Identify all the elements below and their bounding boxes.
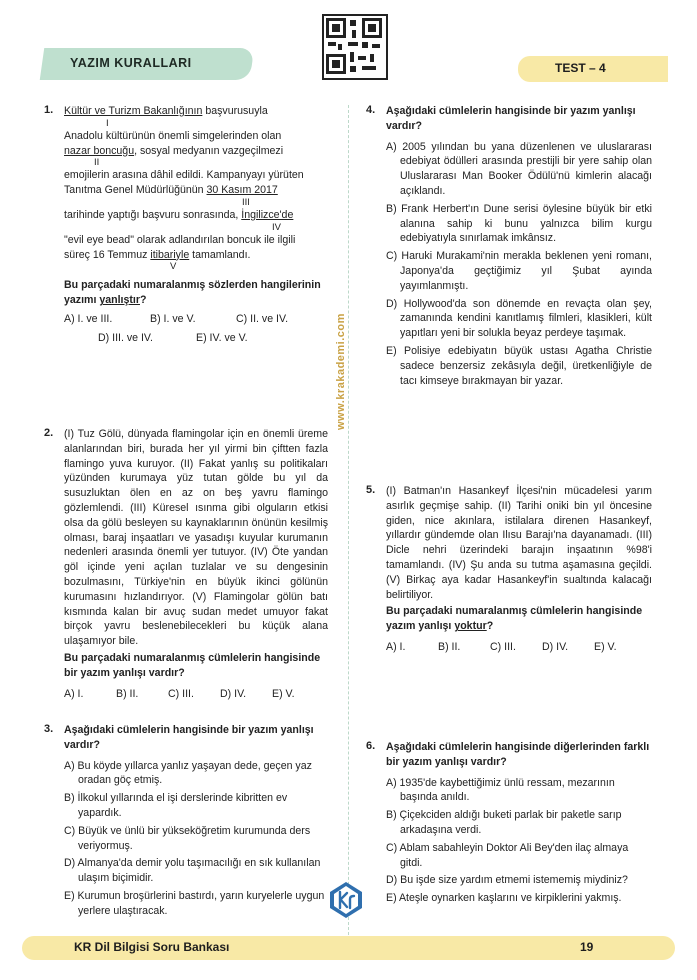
option-d[interactable]: D) III. ve IV. bbox=[98, 331, 153, 344]
option-c[interactable]: C) III. bbox=[168, 687, 194, 700]
option-c[interactable]: C) Büyük ve ünlü bir yükseköğretim kurumunda ders veriyormuş. bbox=[64, 824, 311, 852]
question-6 bbox=[386, 740, 652, 906]
question-number: 2. bbox=[44, 427, 54, 439]
underlined-phrase: Kültür ve Turizm Bakanlığının bbox=[64, 105, 203, 117]
option-d[interactable]: D) IV. bbox=[220, 687, 247, 700]
section-title: YAZIM KURALLARI bbox=[70, 56, 192, 70]
text-line: Anadolu kültürünün önemli simgelerinden olan bbox=[64, 129, 282, 142]
option-c[interactable]: C) II. ve IV. bbox=[236, 312, 289, 325]
roman-marker: II bbox=[94, 157, 100, 169]
roman-marker: III bbox=[242, 196, 250, 208]
passage-text: (I) Batman'ın Hasankeyf İlçesi'nin mücadelesi yarım asırlık geçmişe sahip. (II) Tarihi oniki bin yıl öncesine giden, nice akınlara, istilalara direnen Hasankeyf, yıllardır gündemde olan Ilısu Barajı'na dayanamadı. (III) Dicle nehri üzerindeki barajın inşaatının %98'i tamamlandı. (IV) Şu anda su tutma aşamasına geçildi. (V) Birkaç aya kadar Hasankeyf'in sualtında kalacağı belirtiliyor. bbox=[386, 485, 652, 601]
option-e[interactable]: E) Polisiye edebiyatın büyük ustası Agatha Christie sadece benzersiz zekâsıyla değil, üretkenliğiyle de tacı kimseye bırakmayan bir yazar. bbox=[386, 344, 652, 387]
underlined-phrase: 30 Kasım 2017 bbox=[206, 184, 278, 197]
option-b[interactable]: B) I. ve V. bbox=[150, 312, 196, 325]
question-2 bbox=[64, 427, 328, 701]
option-b[interactable]: B) İlkokul yıllarında el işi derslerinde kibritten ev yapardık. bbox=[64, 792, 288, 819]
option-d[interactable]: D) Almanya'da demir yolu taşımacılığı en sık kullanılan ulaşım biçimidir. bbox=[64, 857, 321, 885]
roman-marker: IV bbox=[272, 221, 281, 233]
option-d[interactable]: D) Hollywood'da son dönemde en revaçta olan şey, zamanında kendini kanıtlamış filmleri, klasikleri, kült yapıtları yeni bir solukla beyaz perdeye taşımak. bbox=[386, 297, 652, 340]
underlined-phrase: itibariyle bbox=[150, 248, 190, 261]
book-title: KR Dil Bilgisi Soru Bankası bbox=[74, 940, 230, 954]
option-b[interactable]: B) II. bbox=[116, 687, 139, 700]
option-b[interactable]: B) Çiçekciden aldığı buketi parlak bir paketle sarıp arkadaşına verdi. bbox=[386, 809, 622, 836]
qr-finder bbox=[362, 18, 382, 38]
option-a[interactable]: A) 1935'de kaybettiğimiz ünlü ressam, mezarının başında anıldı. bbox=[386, 776, 615, 804]
underlined-phrase: nazar boncuğu bbox=[64, 144, 135, 157]
option-c[interactable]: C) Haruki Murakami'nin merakla beklenen yeni romanı, Japonya'da geçtiğimiz yıl Şubat ayında yayımlanmıştı. bbox=[386, 250, 652, 292]
roman-marker: I bbox=[106, 117, 109, 129]
option-d[interactable]: D) IV. bbox=[542, 640, 569, 653]
question-number: 4. bbox=[366, 104, 376, 116]
question-number: 1. bbox=[44, 104, 54, 116]
option-e[interactable]: E) V. bbox=[594, 640, 617, 653]
roman-marker: V bbox=[170, 261, 177, 273]
qr-finder bbox=[326, 18, 346, 38]
question-stem: Bu parçadaki numaralanmış cümlelerin hangisinde bir yazım yanlışı vardır? bbox=[64, 651, 321, 679]
option-e[interactable]: E) Kurumun broşürlerini bastırdı, yarın kuryelerle uygun yerlere ulaştıracak. bbox=[64, 889, 325, 917]
option-a[interactable]: A) I. ve III. bbox=[64, 312, 113, 325]
option-a[interactable]: A) I. bbox=[64, 687, 84, 700]
text-line: emojilerin arasına dâhil edildi. Kampanyayı yürüten bbox=[64, 169, 304, 182]
page-number: 19 bbox=[580, 940, 594, 954]
option-e[interactable]: E) Ateşle oynarken kaşlarını ve kirpiklerini yakmış. bbox=[386, 892, 622, 905]
option-c[interactable]: C) III. bbox=[490, 640, 516, 653]
watermark: www.krakademi.com bbox=[335, 313, 347, 430]
text-line: "evil eye bead" olarak adlandırılan boncuk ile ilgili bbox=[64, 233, 296, 246]
question-stem: Bu parçadaki numaralanmış cümlelerin hangisinde yazım yanlışı yoktur? bbox=[386, 605, 643, 633]
question-number: 3. bbox=[44, 723, 54, 735]
option-d[interactable]: D) Bu işde size yardım etmemi istememiş miydiniz? bbox=[386, 874, 628, 887]
question-4 bbox=[386, 104, 652, 388]
column-divider bbox=[348, 105, 349, 940]
question-stem: Bu parçadaki numaralanmış sözlerden hangilerinin bbox=[64, 279, 321, 292]
underlined-phrase: İngilizce'de bbox=[241, 208, 294, 221]
option-c[interactable]: C) Ablam sabahleyin Doktor Ali Bey'den ilaç almaya gitdi. bbox=[386, 841, 629, 869]
option-b[interactable]: B) Frank Herbert'ın Dune serisi öylesine büyük bir etki alanına sahip ki bunu yalnızca bilim kurgu edebiyatıyla sınırlamak imkânsız. bbox=[386, 202, 652, 245]
qr-finder bbox=[326, 54, 346, 74]
option-e[interactable]: E) V. bbox=[272, 687, 295, 700]
kr-logo-icon bbox=[328, 880, 364, 920]
question-3 bbox=[64, 723, 328, 919]
test-label: TEST – 4 bbox=[555, 61, 606, 75]
passage-text: (I) Tuz Gölü, dünyada flamingolar için en önemli üreme alanlarından biri, burada her yıl yirmi bin çiftten fazla flamingo yuva kuruyor. (II) Fakat yanlış su politikaları yüzünden kurumaya yüz tutan gölde bu yıl da susuzluktan ölen en az on beş yavru flamingo gözlemlendi. (III) Küresel ısınma gibi olguların etkisi olsa da gölü besleyen su kaynaklarının önünün kesilmiş olması, baraj inşaatları ve yasadışı kuyular kurumanın nedenleri arasında önemli yer tutuyor. (IV) Öte yandan göl içinde yeni açılan tuzlalar ve su dengesinin bozulmasını, Türkiye'nin en büyük ikinci gölünün kurumasını hızlandırıyor. (V) Flamingolar gölün batı kısmında kalan bir avuç sudan medet umuyor fakat birçok yavru beslenebilecekleri bu küçük alana ulaşamıyor bile. bbox=[64, 428, 328, 648]
question-number: 6. bbox=[366, 740, 376, 752]
question-5 bbox=[386, 484, 652, 655]
question-stem: Aşağıdaki cümlelerin hangisinde bir yazım yanlışı vardır? bbox=[64, 724, 314, 751]
option-a[interactable]: A) 2005 yılından bu yana düzenlenen ve uluslararası edebiyat ödülleri arasında prestijli bir yere sahip olan Uluslararası Man Booker Ödülü'nü kimlerin alacağı açıklandı. bbox=[386, 140, 652, 197]
option-e[interactable]: E) IV. ve V. bbox=[196, 331, 248, 344]
option-a[interactable]: A) I. bbox=[386, 640, 406, 653]
question-stem: Aşağıdaki cümlelerin hangisinde diğerlerinden farklı bir yazım yanlışı vardır? bbox=[386, 741, 650, 768]
question-stem: Aşağıdaki cümlelerin hangisinde bir yazım yanlışı vardır? bbox=[386, 105, 636, 132]
question-number: 5. bbox=[366, 484, 376, 496]
qr-code[interactable] bbox=[322, 14, 388, 80]
question-1: Kültür ve Turizm Bakanlığının başvurusuyla I Anadolu kültürünün önemli simgelerinden olan nazar boncuğu, sosyal medyanın vazgeçilmezi II emojilerin arasına dâhil edildi. Kampanyayı yürüten Tanıtma Genel Müdürlüğünün 30 Kasım 2017 III tarihinde yaptığı başvuru sonrasında, İngilizce'de IV "evil eye bead" olarak adlandırılan boncuk ile ilgili süreç 16 Temmuz itibariyle tamamlandı. V Bu parçadaki numaralanmış sözlerden hangilerinin yazımı yanlıştır? A) I. ve III. B) I. ve V. C) II. ve IV. D) III. ve IV. E) IV. ve V. bbox=[64, 104, 334, 346]
option-b[interactable]: B) II. bbox=[438, 640, 461, 653]
option-a[interactable]: A) Bu köyde yıllarca yanlız yaşayan dede, geçen yaz oradan göç etmiş. bbox=[64, 759, 312, 787]
